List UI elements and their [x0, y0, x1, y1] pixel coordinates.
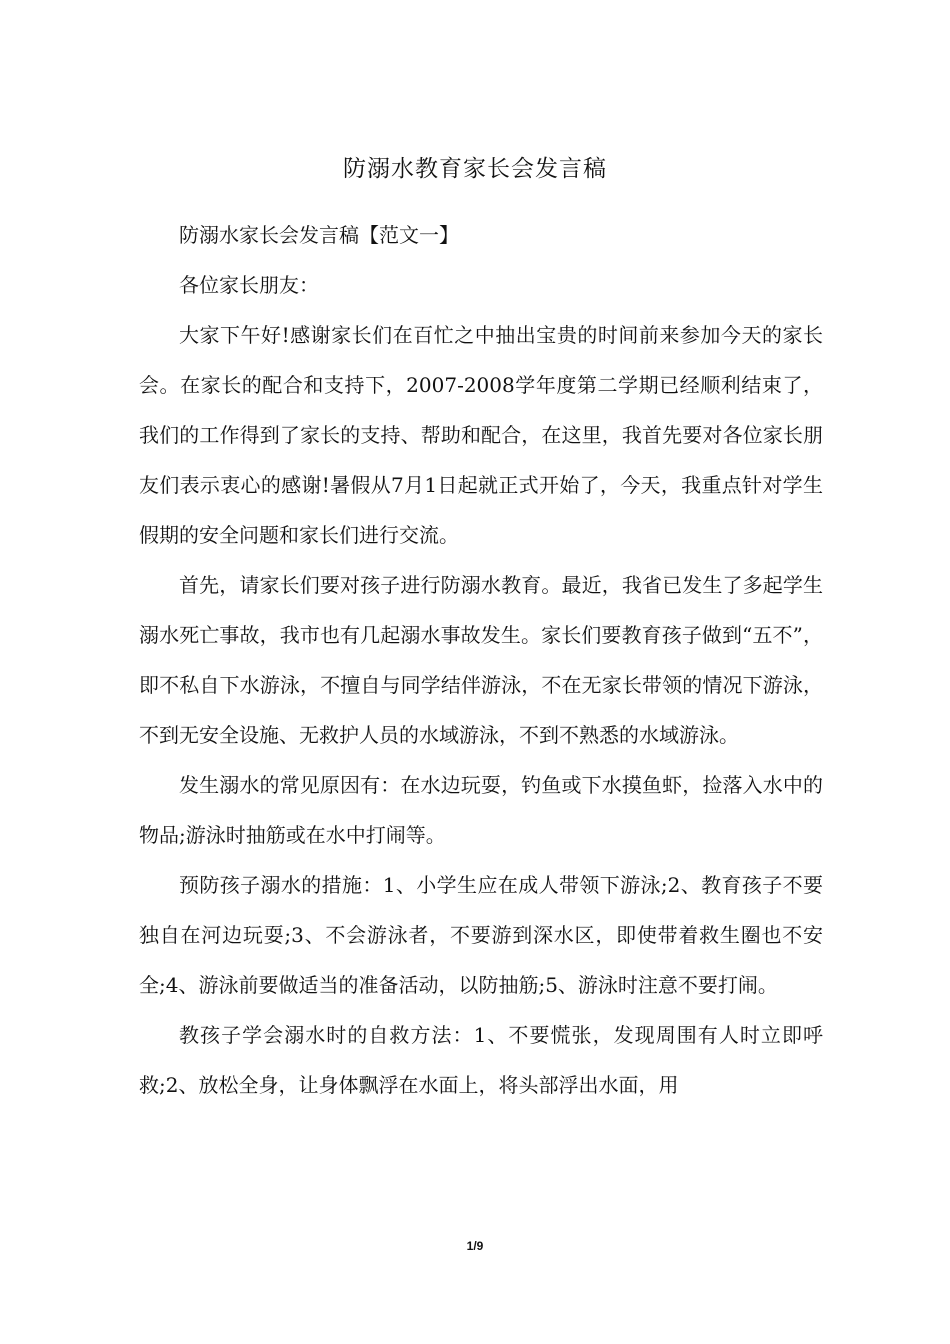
paragraph-common-causes: 发生溺水的常见原因有：在水边玩耍，钓鱼或下水摸鱼虾，捡落入水中的物品;游泳时抽筋或在水中打闹等。: [139, 773, 823, 847]
salutation: 各位家长朋友：: [179, 273, 319, 297]
section-heading: 防溺水家长会发言稿【范文一】: [179, 223, 459, 247]
document-body: [139, 210, 823, 1110]
page-number: 1/9: [466, 1239, 484, 1253]
paragraph-drowning-education: 首先，请家长们要对孩子进行防溺水教育。最近，我省已发生了多起学生溺水死亡事故，我市也有几起溺水事故发生。家长们要教育孩子做到“五不”，即不私自下水游泳，不擅自与同学结伴游泳，不在无家长带领的情况下游泳，不到无安全设施、无救护人员的水域游泳，不到不熟悉的水域游泳。: [139, 573, 823, 747]
document-title: 防溺水教育家长会发言稿: [343, 156, 607, 183]
paragraph-opening: 大家下午好!感谢家长们在百忙之中抽出宝贵的时间前来参加今天的家长会。在家长的配合和支持下，2007-2008学年度第二学期已经顺利结束了，我们的工作得到了家长的支持、帮助和配合，在这里，我首先要对各位家长朋友们表示衷心的感谢!暑假从7月1日起就正式开始了，今天，我重点针对学生假期的安全问题和家长们进行交流。: [139, 323, 823, 547]
paragraph-prevention-measures: 预防孩子溺水的措施：1、小学生应在成人带领下游泳;2、教育孩子不要独自在河边玩耍;3、不会游泳者，不要游到深水区，即使带着救生圈也不安全;4、游泳前要做适当的准备活动，以防抽筋;5、游泳时注意不要打闹。: [139, 873, 823, 997]
paragraph-self-rescue: 教孩子学会溺水时的自救方法：1、不要慌张，发现周围有人时立即呼救;2、放松全身，让身体飘浮在水面上，将头部浮出水面，用: [139, 1023, 823, 1097]
